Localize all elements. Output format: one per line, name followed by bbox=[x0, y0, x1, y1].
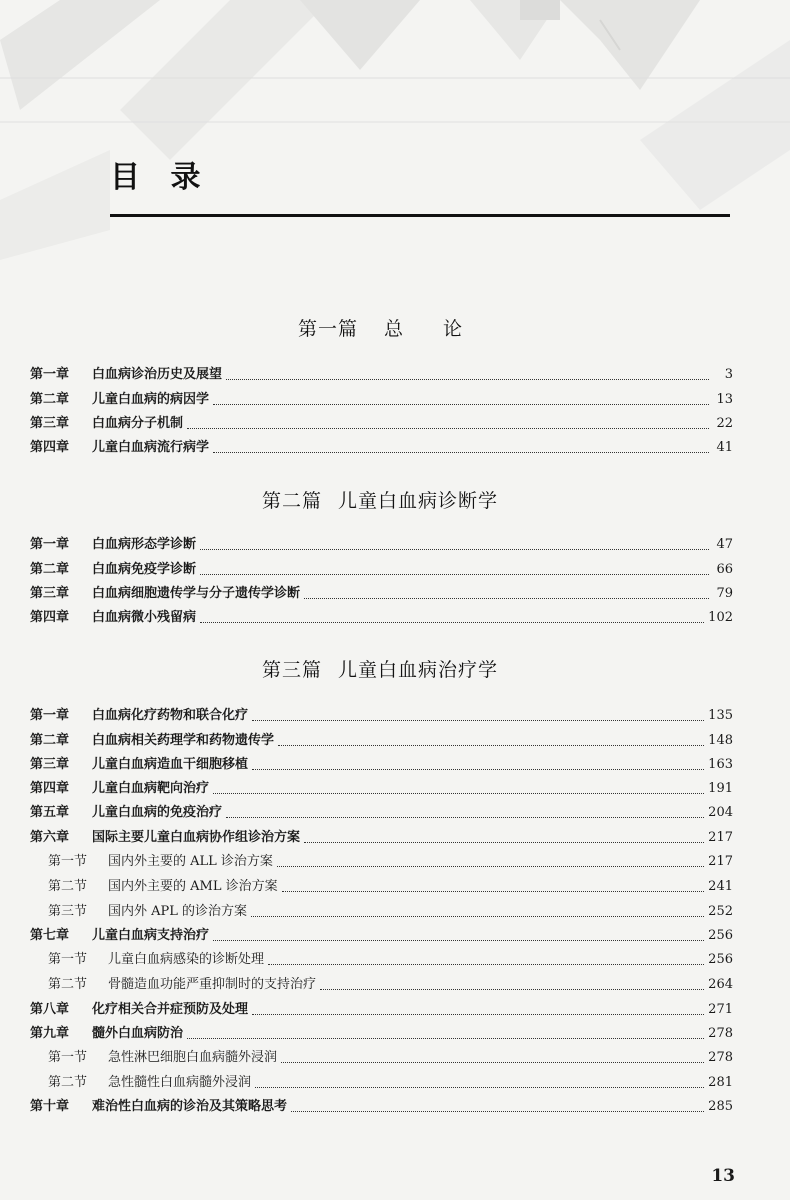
dot-leader bbox=[226, 816, 704, 818]
toc-entry[interactable] bbox=[30, 1000, 733, 1020]
section-title: 骨髓造血功能严重抑制时的支持治疗 bbox=[108, 977, 317, 992]
toc-entry[interactable] bbox=[30, 755, 733, 775]
dot-leader bbox=[187, 427, 709, 429]
section-title: 国内外主要的 AML 诊治方案 bbox=[108, 879, 278, 894]
chapter-title: 白血病免疫学诊断 bbox=[92, 562, 197, 577]
section-title: 急性淋巴细胞白血病髓外浸润 bbox=[108, 1050, 278, 1065]
chapter-number: 第三章 bbox=[30, 586, 70, 601]
section-number: 第一节 bbox=[48, 854, 88, 869]
section-title: 儿童白血病感染的诊断处理 bbox=[108, 952, 265, 967]
page-ref: 285 bbox=[708, 1099, 733, 1114]
toc-entry[interactable] bbox=[30, 414, 733, 434]
dot-leader bbox=[304, 841, 704, 843]
page-ref: 66 bbox=[716, 562, 733, 577]
part-heading bbox=[30, 655, 730, 682]
chapter-number: 第一章 bbox=[30, 708, 70, 723]
chapter-number: 第三章 bbox=[30, 757, 70, 772]
page-ref: 148 bbox=[708, 733, 733, 748]
chapter-number: 第六章 bbox=[30, 830, 70, 845]
dot-leader bbox=[255, 1086, 704, 1088]
section-number: 第一节 bbox=[48, 952, 88, 967]
toc-entry[interactable] bbox=[30, 560, 733, 580]
chapter-number: 第一章 bbox=[30, 367, 70, 382]
toc-entry[interactable] bbox=[30, 852, 733, 872]
page-ref: 204 bbox=[708, 805, 733, 820]
page-ref: 22 bbox=[716, 416, 733, 431]
page-ref: 191 bbox=[708, 781, 733, 796]
toc-entry[interactable] bbox=[30, 779, 733, 799]
page-ref: 217 bbox=[708, 854, 733, 869]
section-number: 第二节 bbox=[48, 879, 88, 894]
toc-entry[interactable] bbox=[30, 1048, 733, 1068]
section-number: 第二节 bbox=[48, 1075, 88, 1090]
toc-entry[interactable] bbox=[30, 877, 733, 897]
toc-entry[interactable] bbox=[30, 535, 733, 555]
toc-entry[interactable] bbox=[30, 828, 733, 848]
toc-entry[interactable] bbox=[30, 1097, 733, 1117]
section-title: 急性髓性白血病髓外浸润 bbox=[108, 1075, 252, 1090]
dot-leader bbox=[213, 451, 709, 453]
part-number: 第二篇 bbox=[261, 490, 322, 512]
dot-leader bbox=[213, 939, 704, 941]
chapter-title: 儿童白血病的免疫治疗 bbox=[92, 805, 223, 820]
chapter-title: 白血病化疗药物和联合化疗 bbox=[92, 708, 249, 723]
page-ref: 3 bbox=[724, 367, 733, 382]
chapter-number: 第一章 bbox=[30, 537, 70, 552]
dot-leader bbox=[282, 890, 705, 892]
page-ref: 47 bbox=[716, 537, 733, 552]
page-ref: 241 bbox=[708, 879, 733, 894]
chapter-title: 儿童白血病支持治疗 bbox=[92, 928, 210, 943]
section-title: 国内外 APL 的诊治方案 bbox=[108, 904, 248, 919]
dot-leader bbox=[252, 768, 704, 770]
page-ref: 135 bbox=[708, 708, 733, 723]
toc-title-wrap bbox=[110, 152, 210, 196]
chapter-title: 髓外白血病防治 bbox=[92, 1026, 184, 1041]
chapter-number: 第七章 bbox=[30, 928, 70, 943]
part-title: 儿童白血病诊断学 bbox=[338, 490, 499, 512]
chapter-number: 第五章 bbox=[30, 805, 70, 820]
toc-entry[interactable] bbox=[30, 706, 733, 726]
toc-entry[interactable] bbox=[30, 1024, 733, 1044]
toc-entry[interactable] bbox=[30, 926, 733, 946]
chapter-title: 白血病细胞遗传学与分子遗传学诊断 bbox=[92, 586, 301, 601]
dot-leader bbox=[226, 378, 709, 380]
toc-entry[interactable] bbox=[30, 950, 733, 970]
page-ref: 79 bbox=[716, 586, 733, 601]
toc-entry[interactable] bbox=[30, 1073, 733, 1093]
part-heading bbox=[30, 486, 730, 513]
chapter-title: 儿童白血病造血干细胞移植 bbox=[92, 757, 249, 772]
part-heading bbox=[30, 314, 730, 341]
dot-leader bbox=[213, 792, 704, 794]
dot-leader bbox=[278, 744, 704, 746]
toc-entry[interactable] bbox=[30, 902, 733, 922]
dot-leader bbox=[291, 1110, 704, 1112]
chapter-number: 第二章 bbox=[30, 562, 70, 577]
chapter-title: 白血病微小残留病 bbox=[92, 610, 197, 625]
section-number: 第二节 bbox=[48, 977, 88, 992]
section-title: 国内外主要的 ALL 诊治方案 bbox=[108, 854, 273, 869]
chapter-title: 白血病形态学诊断 bbox=[92, 537, 197, 552]
chapter-number: 第四章 bbox=[30, 440, 70, 455]
dot-leader bbox=[252, 719, 704, 721]
chapter-title: 白血病诊治历史及展望 bbox=[92, 367, 223, 382]
section-number: 第一节 bbox=[48, 1050, 88, 1065]
chapter-number: 第三章 bbox=[30, 416, 70, 431]
page-ref: 102 bbox=[708, 610, 733, 625]
decorative-header-pattern bbox=[0, 0, 790, 290]
dot-leader bbox=[200, 548, 709, 550]
toc-entry[interactable] bbox=[30, 390, 733, 410]
section-number: 第三节 bbox=[48, 904, 88, 919]
dot-leader bbox=[200, 573, 709, 575]
chapter-title: 化疗相关合并症预防及处理 bbox=[92, 1002, 249, 1017]
toc-entry[interactable] bbox=[30, 438, 733, 458]
toc-entry[interactable] bbox=[30, 975, 733, 995]
part-number: 第一篇 bbox=[297, 318, 358, 340]
chapter-title: 儿童白血病流行病学 bbox=[92, 440, 210, 455]
chapter-number: 第九章 bbox=[30, 1026, 70, 1041]
chapter-title: 儿童白血病靶向治疗 bbox=[92, 781, 210, 796]
dot-leader bbox=[304, 597, 709, 599]
dot-leader bbox=[213, 403, 709, 405]
toc-entry[interactable] bbox=[30, 803, 733, 823]
page-ref: 217 bbox=[708, 830, 733, 845]
chapter-number: 第八章 bbox=[30, 1002, 70, 1017]
page-ref: 41 bbox=[716, 440, 733, 455]
toc-entry[interactable] bbox=[30, 608, 733, 628]
page-ref: 256 bbox=[708, 928, 733, 943]
chapter-number: 第四章 bbox=[30, 781, 70, 796]
page-ref: 264 bbox=[708, 977, 733, 992]
chapter-title: 白血病分子机制 bbox=[92, 416, 184, 431]
chapter-title: 国际主要儿童白血病协作组诊治方案 bbox=[92, 830, 301, 845]
page-ref: 256 bbox=[708, 952, 733, 967]
chapter-number: 第十章 bbox=[30, 1099, 70, 1114]
page-ref: 278 bbox=[708, 1026, 733, 1041]
dot-leader bbox=[187, 1037, 704, 1039]
title-underline bbox=[110, 214, 730, 217]
dot-leader bbox=[281, 1061, 704, 1063]
page-ref: 13 bbox=[716, 392, 733, 407]
part-title: 儿童白血病治疗学 bbox=[338, 659, 499, 681]
part-title: 总论 bbox=[384, 318, 503, 340]
dot-leader bbox=[252, 1013, 704, 1015]
dot-leader bbox=[268, 963, 704, 965]
page-ref: 252 bbox=[708, 904, 733, 919]
chapter-number: 第二章 bbox=[30, 392, 70, 407]
dot-leader bbox=[277, 865, 704, 867]
dot-leader bbox=[251, 915, 704, 917]
dot-leader bbox=[200, 621, 704, 623]
chapter-title: 儿童白血病的病因学 bbox=[92, 392, 210, 407]
chapter-title: 难治性白血病的诊治及其策略思考 bbox=[92, 1099, 288, 1114]
chapter-number: 第二章 bbox=[30, 733, 70, 748]
page-number: 13 bbox=[711, 1166, 735, 1186]
page-ref: 278 bbox=[708, 1050, 733, 1065]
page-ref: 271 bbox=[708, 1002, 733, 1017]
page-title: 目 录 bbox=[110, 160, 211, 195]
dot-leader bbox=[320, 988, 704, 990]
page-ref: 281 bbox=[708, 1075, 733, 1090]
chapter-title: 白血病相关药理学和药物遗传学 bbox=[92, 733, 275, 748]
chapter-number: 第四章 bbox=[30, 610, 70, 625]
toc-entry[interactable] bbox=[30, 584, 733, 604]
toc-entry[interactable] bbox=[30, 365, 733, 385]
page-ref: 163 bbox=[708, 757, 733, 772]
part-number: 第三篇 bbox=[261, 659, 322, 681]
toc-entry[interactable] bbox=[30, 731, 733, 751]
